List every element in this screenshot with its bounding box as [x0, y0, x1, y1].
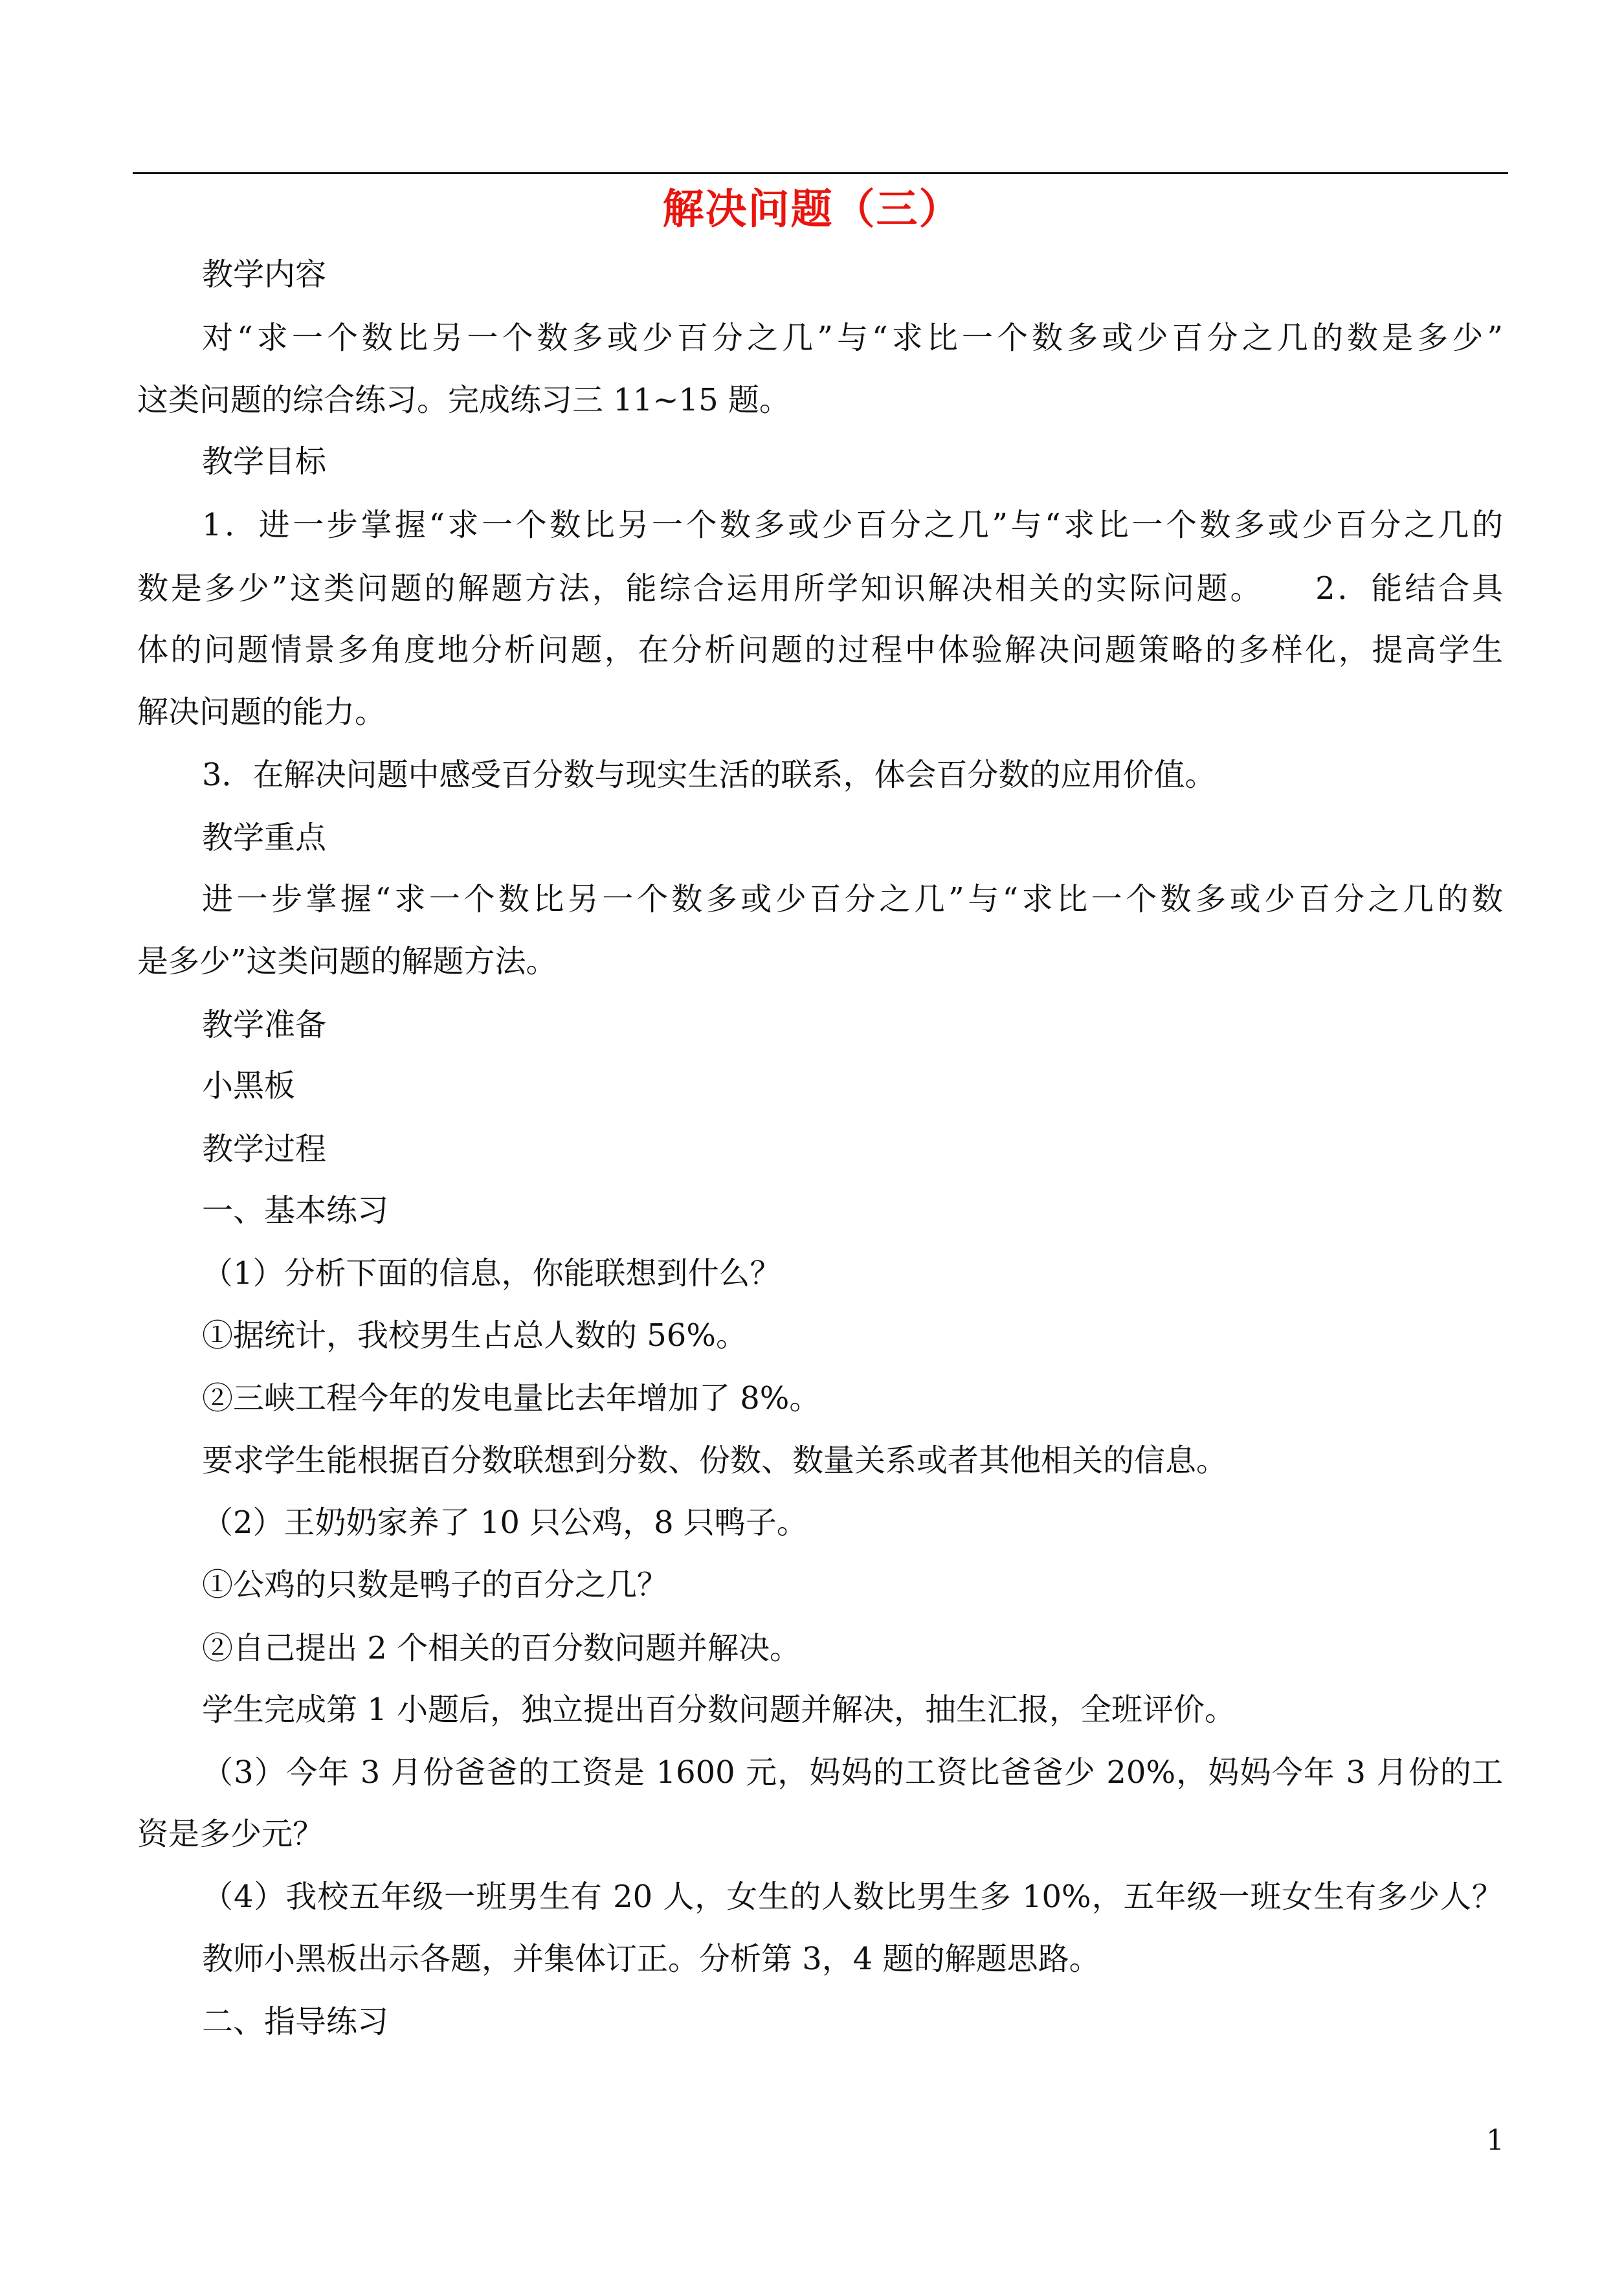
- paragraph-line: 体的问题情景多角度地分析问题，在分析问题的过程中体验解决问题策略的多样化，提高学生: [137, 632, 1503, 668]
- document-title: 解决问题（三）: [662, 185, 962, 234]
- paragraph-line: （2）王奶奶家养了 10 只公鸡，8 只鸭子。: [202, 1504, 808, 1541]
- paragraph-line: 1．进一步掌握“求一个数比另一个数多或少百分之几”与“求比一个数多或少百分之几的: [202, 507, 1503, 543]
- paragraph-line: （1）分析下面的信息，你能联想到什么？: [202, 1255, 781, 1292]
- paragraph-line: 是多少”这类问题的解题方法。: [137, 943, 557, 979]
- heading-process: 教学过程: [202, 1131, 327, 1167]
- paragraph-line: ②三峡工程今年的发电量比去年增加了 8%。: [202, 1380, 821, 1416]
- paragraph-line: （3）今年 3 月份爸爸的工资是 1600 元，妈妈的工资比爸爸少 20%，妈妈今年 3 月份的工: [202, 1754, 1503, 1791]
- heading-teaching-content: 教学内容: [202, 256, 327, 293]
- paragraph-line: 要求学生能根据百分数联想到分数、份数、数量关系或者其他相关的信息。: [202, 1442, 1228, 1479]
- paragraph-line: 学生完成第 1 小题后，独立提出百分数问题并解决，抽生汇报，全班评价。: [202, 1692, 1236, 1728]
- paragraph-line: 对“求一个数比另一个数多或少百分之几”与“求比一个数多或少百分之几的数是多少”: [202, 320, 1503, 356]
- paragraph-line: 进一步掌握“求一个数比另一个数多或少百分之几”与“求比一个数多或少百分之几的数: [202, 881, 1503, 917]
- paragraph-line: ①据统计，我校男生占总人数的 56%。: [202, 1317, 747, 1354]
- paragraph-line: 这类问题的综合练习。完成练习三 11~15 题。: [137, 382, 790, 418]
- paragraph-line: 解决问题的能力。: [137, 694, 386, 730]
- paragraph-line: 3．在解决问题中感受百分数与现实生活的联系，体会百分数的应用价值。: [202, 757, 1216, 793]
- heading-preparation: 教学准备: [202, 1007, 327, 1043]
- section-heading-basic-practice: 一、基本练习: [202, 1192, 389, 1229]
- section-heading-guided-practice: 二、指导练习: [202, 2004, 389, 2040]
- paragraph-line: 资是多少元？: [137, 1816, 324, 1852]
- paragraph-line: 小黑板: [202, 1068, 296, 1104]
- header-rule: [133, 172, 1508, 174]
- paragraph-line: （4）我校五年级一班男生有 20 人，女生的人数比男生多 10%，五年级一班女生有多少人？: [202, 1879, 1503, 1915]
- paragraph-line: ②自己提出 2 个相关的百分数问题并解决。: [202, 1630, 801, 1666]
- heading-key-points: 教学重点: [202, 820, 327, 856]
- heading-teaching-goals: 教学目标: [202, 443, 327, 480]
- paragraph-line: 数是多少”这类问题的解题方法，能综合运用所学知识解决相关的实际问题。 2．能结合具: [137, 570, 1503, 607]
- page-number: 1: [1486, 2124, 1504, 2157]
- paragraph-line: 教师小黑板出示各题，并集体订正。分析第 3，4 题的解题思路。: [202, 1941, 1100, 1977]
- paragraph-line: ①公鸡的只数是鸭子的百分之几？: [202, 1567, 669, 1603]
